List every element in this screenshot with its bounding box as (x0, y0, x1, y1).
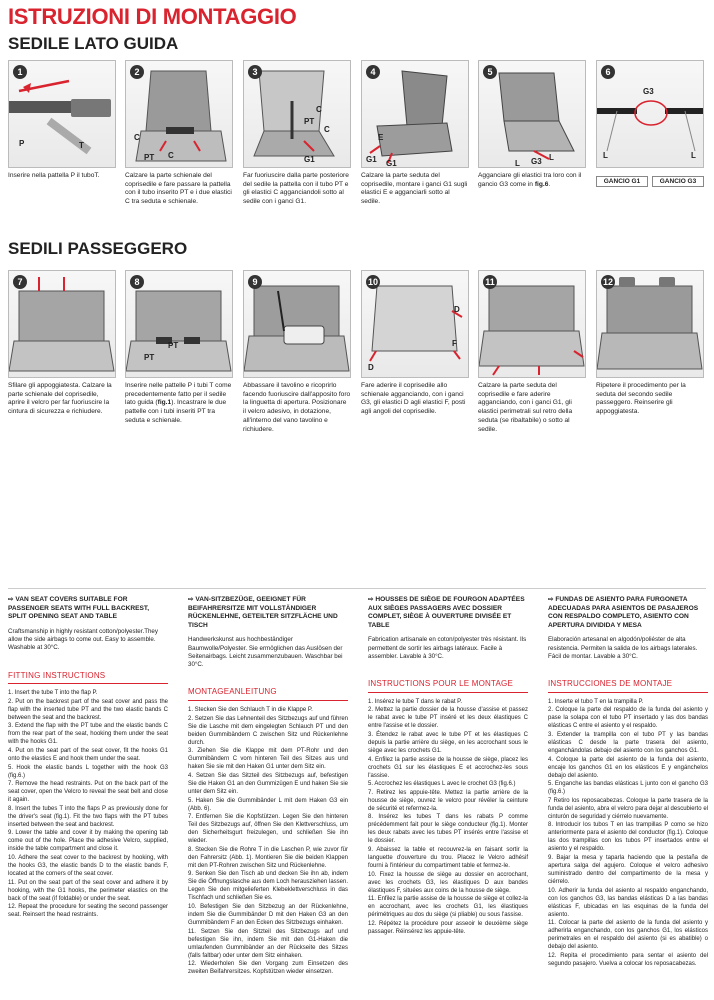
step-10-illustration (361, 270, 469, 378)
column-german (188, 596, 348, 977)
step-5-caption (478, 172, 586, 189)
step-2 (125, 60, 233, 207)
label-pt: PT (144, 353, 155, 362)
list-item: 3. Extender la trampilla con el tubo PT y las bandas elásticas C desde la parte trasera del asiento, enganchándolas debajo del asiento con los ganchos G1. (548, 731, 708, 755)
step-number: 11 (483, 275, 497, 289)
list-item: 5. Hook the elastic bands L together with the hook G3 (fig.6.) (8, 764, 168, 779)
step-1 (8, 60, 116, 181)
passenger-bench-drawing (126, 271, 233, 378)
fig-ref: fig.1 (157, 399, 172, 407)
step-number: 8 (130, 275, 144, 289)
label-pt: PT (168, 341, 179, 350)
label-g1: G1 (366, 155, 377, 164)
step-2-illustration (125, 60, 233, 168)
list-item: 7. Entfernen Sie die Kopfstützen. Legen Sie den hinteren Teil des Sitzbezugs auf, öffnen Sie den Klettverschluss, um den Sicherheitsgurt freizulegen, und schließen Sie ihn wieder. (188, 814, 348, 845)
list-item: 8. Insérez les tubes T dans les rabats P comme précédemment fait pour le siège conducteur (fig.1). Monter les deux rabats avec les tubes PT insérés entre l'assise et le dossier. (368, 814, 528, 845)
backrest-rear-drawing (362, 271, 469, 378)
step-number: 1 (13, 65, 27, 79)
list-item: 2. Setzen Sie das Lehnenteil des Sitzbezugs auf und führen Sie die Lasche mit dem eingelegten Schlauch PT und den beiden Gummibändern C zwischen Sitz und Rückenlehne durch. (188, 715, 348, 746)
seat-backrest-drawing (126, 61, 233, 168)
label-c: C (134, 133, 140, 142)
caption-text: Inserire nelle pattelle P i tubi T come precedentemente fatto per il sedile lato guida ( (125, 382, 232, 407)
list-item: 2. Put on the backrest part of the seat cover and pass the flap with the inserted tube PT and the two elastic bands C between the seat and the backrest. (8, 698, 168, 721)
step-5-illustration (478, 60, 586, 168)
step-9-caption: Abbassare il tavolino e ricoprirlo facendo fuoriuscire dall'apposito foro la linguetta di apertura. Posizionare il velcro adesivo, in dotazione, all'interno del vano tavolino e richiudere. (243, 382, 351, 433)
step-8-illustration (125, 270, 233, 378)
label-g3: G3 (531, 157, 542, 166)
list-item: 12. Répétez la procédure pour asseoir le deuxième siège passager. Réinsérez les appuie-tête. (368, 920, 528, 935)
list-item: 9. Abaissez la table et recouvrez-la en faisant sortir la languette d'ouverture du trou. Placez le Velcro adhésif fourni à l'intérieur du compartiment table et fermez-le. (368, 846, 528, 869)
step-4-caption: Calzare la parte seduta del coprisedile, montare i ganci G1 sugli elastici E e agganciarli sotto al sedile. (361, 172, 468, 206)
list-item: 12. Wiederholen Sie den Vorgang zum Einsetzen des zweiten Beifahrersitzes. Kopfstützen wieder einsetzen. (188, 961, 348, 976)
column-section-title: INSTRUCCIONES DE MONTAJE (548, 679, 708, 693)
list-item: 11. Colocar la parte del asiento de la funda del asiento y adherirla enganchando, con los ganchos G1, los elásticos perimetrales en el respaldo del asiento (si es abatible) o debajo del asiento. (548, 920, 708, 951)
list-item: 9. Lower the table and cover it by making the opening tab come out of the hole. Place the adhesive Velcro, supplied, inside the table compartment and close it. (8, 830, 168, 853)
list-item: 12. Repeat the procedure for seating the second passenger seat. Reinsert the head restraints. (8, 904, 168, 919)
label-l: L (691, 151, 696, 160)
label-g1: G1 (386, 159, 397, 168)
passenger-bench-drawing (9, 271, 116, 378)
list-item: 1. Stecken Sie den Schlauch T in die Klappe P. (188, 707, 313, 714)
label-pt: PT (304, 117, 315, 126)
label-c: C (316, 105, 322, 114)
step-number: 7 (13, 275, 27, 289)
list-item: 8. Stecken Sie die Rohre T in die Laschen P, wie zuvor für den Fahrersitz (Abb. 1). Montieren Sie die beiden Klappen mit den PT-Rohren zwischen Sitz und Rückenlehne. (188, 846, 348, 869)
step-9-illustration (243, 270, 351, 378)
page-title: ISTRUZIONI DI MONTAGGIO (8, 4, 297, 29)
column-french (368, 596, 528, 936)
list-item: 5. Enganche las bandas elásticas L junto con el gancho G3 (fig.6.) (548, 781, 708, 796)
instruction-list (368, 698, 528, 936)
list-item: 10. Fixez la housse de siège au dossier en accrochant, avec les crochets G3, les élastiques D aux bandes élastiques F, situées aux coins de la housse de siège. (368, 871, 528, 894)
seat-cushion-bench-drawing (479, 271, 586, 378)
column-english (8, 596, 168, 920)
list-item: 1. Insérez le tube T dans le rabat P. (368, 698, 463, 705)
step-12-caption: Ripetere il procedimento per la seduta del secondo sedile passeggero. Reinserire gli appoggiatesta. (596, 382, 686, 416)
label-p: P (19, 139, 25, 148)
step-number: 4 (366, 65, 380, 79)
list-item: 7. Retirez les appuie-tête. Mettez la partie arrière de la housse de siège, ouvrez le velcro pour révéler la ceinture de sécurité et refermez-la. (368, 789, 528, 812)
list-item: 4. Put on the seat part of the seat cover, fit the hooks G1 onto the elastics E and hook them under the seat. (8, 748, 168, 763)
list-item: 9. Bajar la mesa y taparla haciendo que la pestaña de apertura salga del agujero. Coloque el velcro adhesivo suministrado dentro del compartimento de la mesa y ciérrelo. (548, 854, 708, 886)
step-number: 5 (483, 65, 497, 79)
label-f: F (452, 339, 457, 348)
step-2-caption: Calzare la parte schienale del coprisedile e fare passare la pattella con il tubo inserito PT e i due elastici C tra seduta e schienale. (125, 172, 232, 206)
list-item: 5. Accrochez les élastiques L avec le crochet G3 (fig.6.) (368, 781, 516, 788)
column-heading: ⇨ FUNDAS DE ASIENTO PARA FURGONETA ADECUADAS PARA ASIENTOS DE PASAJEROS CON RESPALDO COMPLETO, ASIENTO CON APERTURA DIVIDIDA Y MESA (548, 596, 699, 629)
label-c: C (324, 125, 330, 134)
step-3 (243, 60, 351, 207)
step-9 (243, 270, 351, 434)
list-item: 2. Mettez la partie dossier de la housse d'assise et passez le rabat avec le tube PT inséré et les deux élastiques C entre l'assise et le dossier. (368, 707, 528, 730)
list-item: 11. Put on the seat part of the seat cover and adhere it by hooking, with the G1 hooks, the perimeter elastics on the back of the seat (if foldable) or under the seat. (8, 879, 168, 902)
list-item: 10. Befestigen Sie den Sitzbezug an der Rückenlehne, indem Sie die Gummibänder D mit den Haken G3 an den Gummibändern F an den Ecken des Sitzbezugs einhaken. (188, 903, 348, 926)
seat-rear-drawing (244, 61, 351, 168)
step-number: 2 (130, 65, 144, 79)
step-6 (596, 60, 704, 185)
step-6-illustration (596, 60, 704, 168)
step-number: 12 (602, 277, 613, 287)
step-1-illustration (8, 60, 116, 168)
step-7 (8, 270, 116, 417)
list-item: 8. Insert the tubes T into the flaps P as previously done for the driver's seat (fig.1). Fit the two flaps with the PT tubes inserted between the seat and backrest. (8, 805, 168, 828)
column-intro: Handwerkskunst aus hochbeständiger Baumwolle/Polyester. Sie ermöglichen das Auslösen der Seitenairbags. Leicht zusammenzubauen. Waschbar bei 30°C. (188, 636, 343, 669)
step-8-caption (125, 382, 233, 426)
column-spanish (548, 596, 708, 968)
label-t: T (79, 141, 84, 150)
list-item: 9. Senken Sie den Tisch ab und decken Sie ihn ab, indem Sie die Öffnungslasche aus dem Loch herausziehen lassen. Legen Sie den mitgelieferten Klebeklettverschluss in das Tischfach und schließen Sie es. (188, 871, 348, 902)
list-item: 11. Enfilez la partie assise de la housse de siège et collez-la en accrochant, avec les crochets G1, les élastiques périmétriques au dos du siège (si pliable) ou sous l'assise. (368, 896, 528, 919)
list-item: 11. Setzen Sie den Sitzteil des Sitzbezugs auf und befestigen Sie ihn, indem Sie mit den G1-Haken die umlaufenden Gummibänder an der Rückseite des Sitzes (falls faltbar) oder unter dem Sitz einhaken. (188, 928, 348, 959)
column-section-title: INSTRUCTIONS POUR LE MONTAGE (368, 679, 528, 693)
label-g1: G1 (304, 155, 315, 164)
instruction-list (8, 689, 168, 919)
hook-strap-drawing (597, 61, 704, 168)
instruction-list (188, 706, 348, 976)
step-5 (478, 60, 586, 189)
caption-text: Agganciare gli elastici tra loro con il gancio G3 come in (478, 172, 582, 188)
step-10 (361, 270, 469, 417)
step-11-illustration (478, 270, 586, 378)
step-8 (125, 270, 233, 426)
list-item: 10. Adhere the seat cover to the backrest by hooking, with the hooks G3, the elastic bands D to the elastic bands F, located at the corners of the seat cover. (8, 854, 168, 877)
column-heading: ⇨ VAN SEAT COVERS SUITABLE FOR PASSENGER SEATS WITH FULL BACKREST, SPLIT OPENING SEAT AND TABLE (8, 596, 150, 621)
step-4-illustration (361, 60, 469, 168)
list-item: 4. Coloque la parte del asiento de la funda del asiento, encaje los ganchos G1 en los elásticos E y engánchelos debajo del asiento. (548, 756, 708, 779)
step-4 (361, 60, 469, 207)
step-number: 3 (248, 65, 262, 79)
label-e: E (378, 133, 384, 142)
list-item: 1. Inserte el tubo T en la trampilla P. (548, 698, 644, 705)
list-item: 2. Coloque la parte del respaldo de la funda del asiento y pase la solapa con el tubo PT insertado y las dos bandas elásticas C entre el asiento y el respaldo. (548, 707, 708, 730)
gancio-g1-label: GANCIO G1 (596, 176, 648, 187)
label-pt: PT (144, 153, 155, 162)
step-1-caption: Inserire nella pattella P il tuboT. (8, 172, 100, 179)
column-heading: ⇨ HOUSSES DE SIÈGE DE FOURGON ADAPTÉES AUX SIÈGES PASSAGERS AVEC DOSSIER COMPLET, SIÈGE À OUVERTURE DIVISÉE ET TABLE (368, 596, 525, 629)
seat-underside-drawing (479, 61, 586, 168)
list-item: 3. Ziehen Sie die Klappe mit dem PT-Rohr und den Gummibändern C vom hinteren Teil des Sitzes aus und haken Sie sie mit den Haken G1 unter dem Sitz ein. (188, 748, 348, 771)
column-section-title: FITTING INSTRUCTIONS (8, 671, 168, 685)
list-item: 3. Extend the flap with the PT tube and the elastic bands C from the rear part of the seat, hooking them under the seat with the hooks G1. (8, 723, 168, 746)
step-11 (478, 270, 586, 434)
finished-bench-drawing (597, 271, 704, 378)
label-d: D (454, 305, 460, 314)
label-l: L (515, 159, 520, 168)
table-drawing (244, 271, 351, 378)
step-7-illustration (8, 270, 116, 378)
step-12 (596, 270, 704, 417)
step-3-illustration (243, 60, 351, 168)
step-3-caption: Far fuoriuscire dalla parte posteriore del sedile la pattella con il tubo PT e gli elastici C agganciandoli sotto al sedile con i ganci G1. (243, 172, 349, 206)
step-10-caption: Fare aderire il coprisedile allo schienale agganciando, con i ganci G3, gli elastici D agli elastici F, posti agli angoli del coprisedile. (361, 382, 466, 416)
label-l: L (603, 151, 608, 160)
section-title-driver: SEDILE LATO GUIDA (8, 34, 179, 53)
label-l: L (549, 153, 554, 162)
label-g3: G3 (643, 87, 654, 96)
tube-flap-drawing (9, 61, 116, 168)
list-item: 4. Setzen Sie das Sitzteil des Sitzbezugs auf, befestigen Sie die Haken G1 an den Gummizügen E und haken Sie sie unter dem Sitz ein. (188, 772, 348, 795)
list-item: 10. Adherir la funda del asiento al respaldo enganchando, con los ganchos G3, las bandas elásticas D a las bandas elásticas F, ubicadas en las esquinas de la funda del asiento. (548, 887, 708, 918)
list-item: 7 Retiro los reposacabezas. Coloque la parte trasera de la funda del asiento, abra el velcro para dejar al descubierto el cinturón de seguridad y ciérrelo nuevamente. (548, 797, 708, 820)
list-item: 3. Étendez le rabat avec le tube PT et les élastiques C depuis la partie arrière du siège, en les accrochant sous le siège avec les crochets G1. (368, 731, 528, 755)
section-title-passenger: SEDILI PASSEGGERO (8, 239, 188, 258)
column-intro: Fabrication artisanale en coton/polyester très résistant. Ils permettent de sortir les airbags latéraux. Facile à assembler. Lavable à 30°C. (368, 636, 527, 660)
step-number: 6 (601, 65, 615, 79)
step-number: 10 (367, 277, 378, 287)
list-item: 1. Insert the tube T into the flap P. (8, 690, 98, 697)
caption-text: ). Incastrare le due pattelle con i tubi inseriti PT tra seduta e schienale. (125, 399, 227, 424)
step-11-caption: Calzare la parte seduta del coprisedile e fare aderire agganciando, con i ganci G1, gli elastici perimetrali sul retro della seduta (se ribaltabile) o sotto al sedile. (478, 382, 573, 433)
column-section-title: MONTAGEANLEITUNG (188, 687, 348, 701)
list-item: 12. Repita el procedimiento para sentar el asiento del segundo pasajero. Vuelva a colocar los reposacabezas. (548, 952, 708, 967)
label-c: C (168, 151, 174, 160)
step-7-caption: Sfilare gli appoggiatesta. Calzare la parte schienale del coprisedile, aprire il velcro per far fuoriuscire la cintura di sicurezza e richiudere. (8, 382, 112, 416)
fig-ref: fig.6 (534, 180, 549, 188)
list-item: 8. Introducir los tubos T en las trampillas P como se hizo anteriormente para el asiento del conductor (fig.1). Coloque las dos trampillas con los tubos PT insertados entre el asiento y el respaldo. (548, 822, 708, 853)
caption-text: . (548, 180, 551, 188)
step-12-illustration (596, 270, 704, 378)
instruction-list (548, 698, 708, 968)
list-item: 5. Haken Sie die Gummibänder L mit dem Haken G3 ein (Abb. 6). (188, 797, 348, 812)
seat-cushion-drawing (362, 61, 469, 168)
list-item: 4. Enfilez la partie assise de la housse de siège, placez les crochets G1 sur les élastiques E et accrochez-les sous l'assise. (368, 756, 528, 779)
gancio-g3-label: GANCIO G3 (652, 176, 704, 187)
step-number: 9 (248, 275, 262, 289)
list-item: 7. Remove the head restraints. Put on the back part of the seat cover, open the Velcro to reveal the seat belt and close it again. (8, 781, 168, 804)
column-intro: Elaboración artesanal en algodón/poliéster de alta resistencia. Permiten la salida de los airbags laterales. Fácil de montar. Lavable a 30°C. (548, 636, 698, 660)
column-intro: Craftsmanship in highly resistant cotton/polyester.They allow the side airbags to come out. Easy to assemble. Washable at 30°C. (8, 627, 158, 652)
label-d: D (368, 363, 374, 372)
divider (8, 588, 706, 589)
column-heading: ⇨ VAN-SITZBEZÜGE, GEEIGNET FÜR BEIFAHRERSITZE MIT VOLLSTÄNDIGER RÜCKENLEHNE, GETEILTER SITZFLÄCHE UND TISCH (188, 596, 338, 629)
